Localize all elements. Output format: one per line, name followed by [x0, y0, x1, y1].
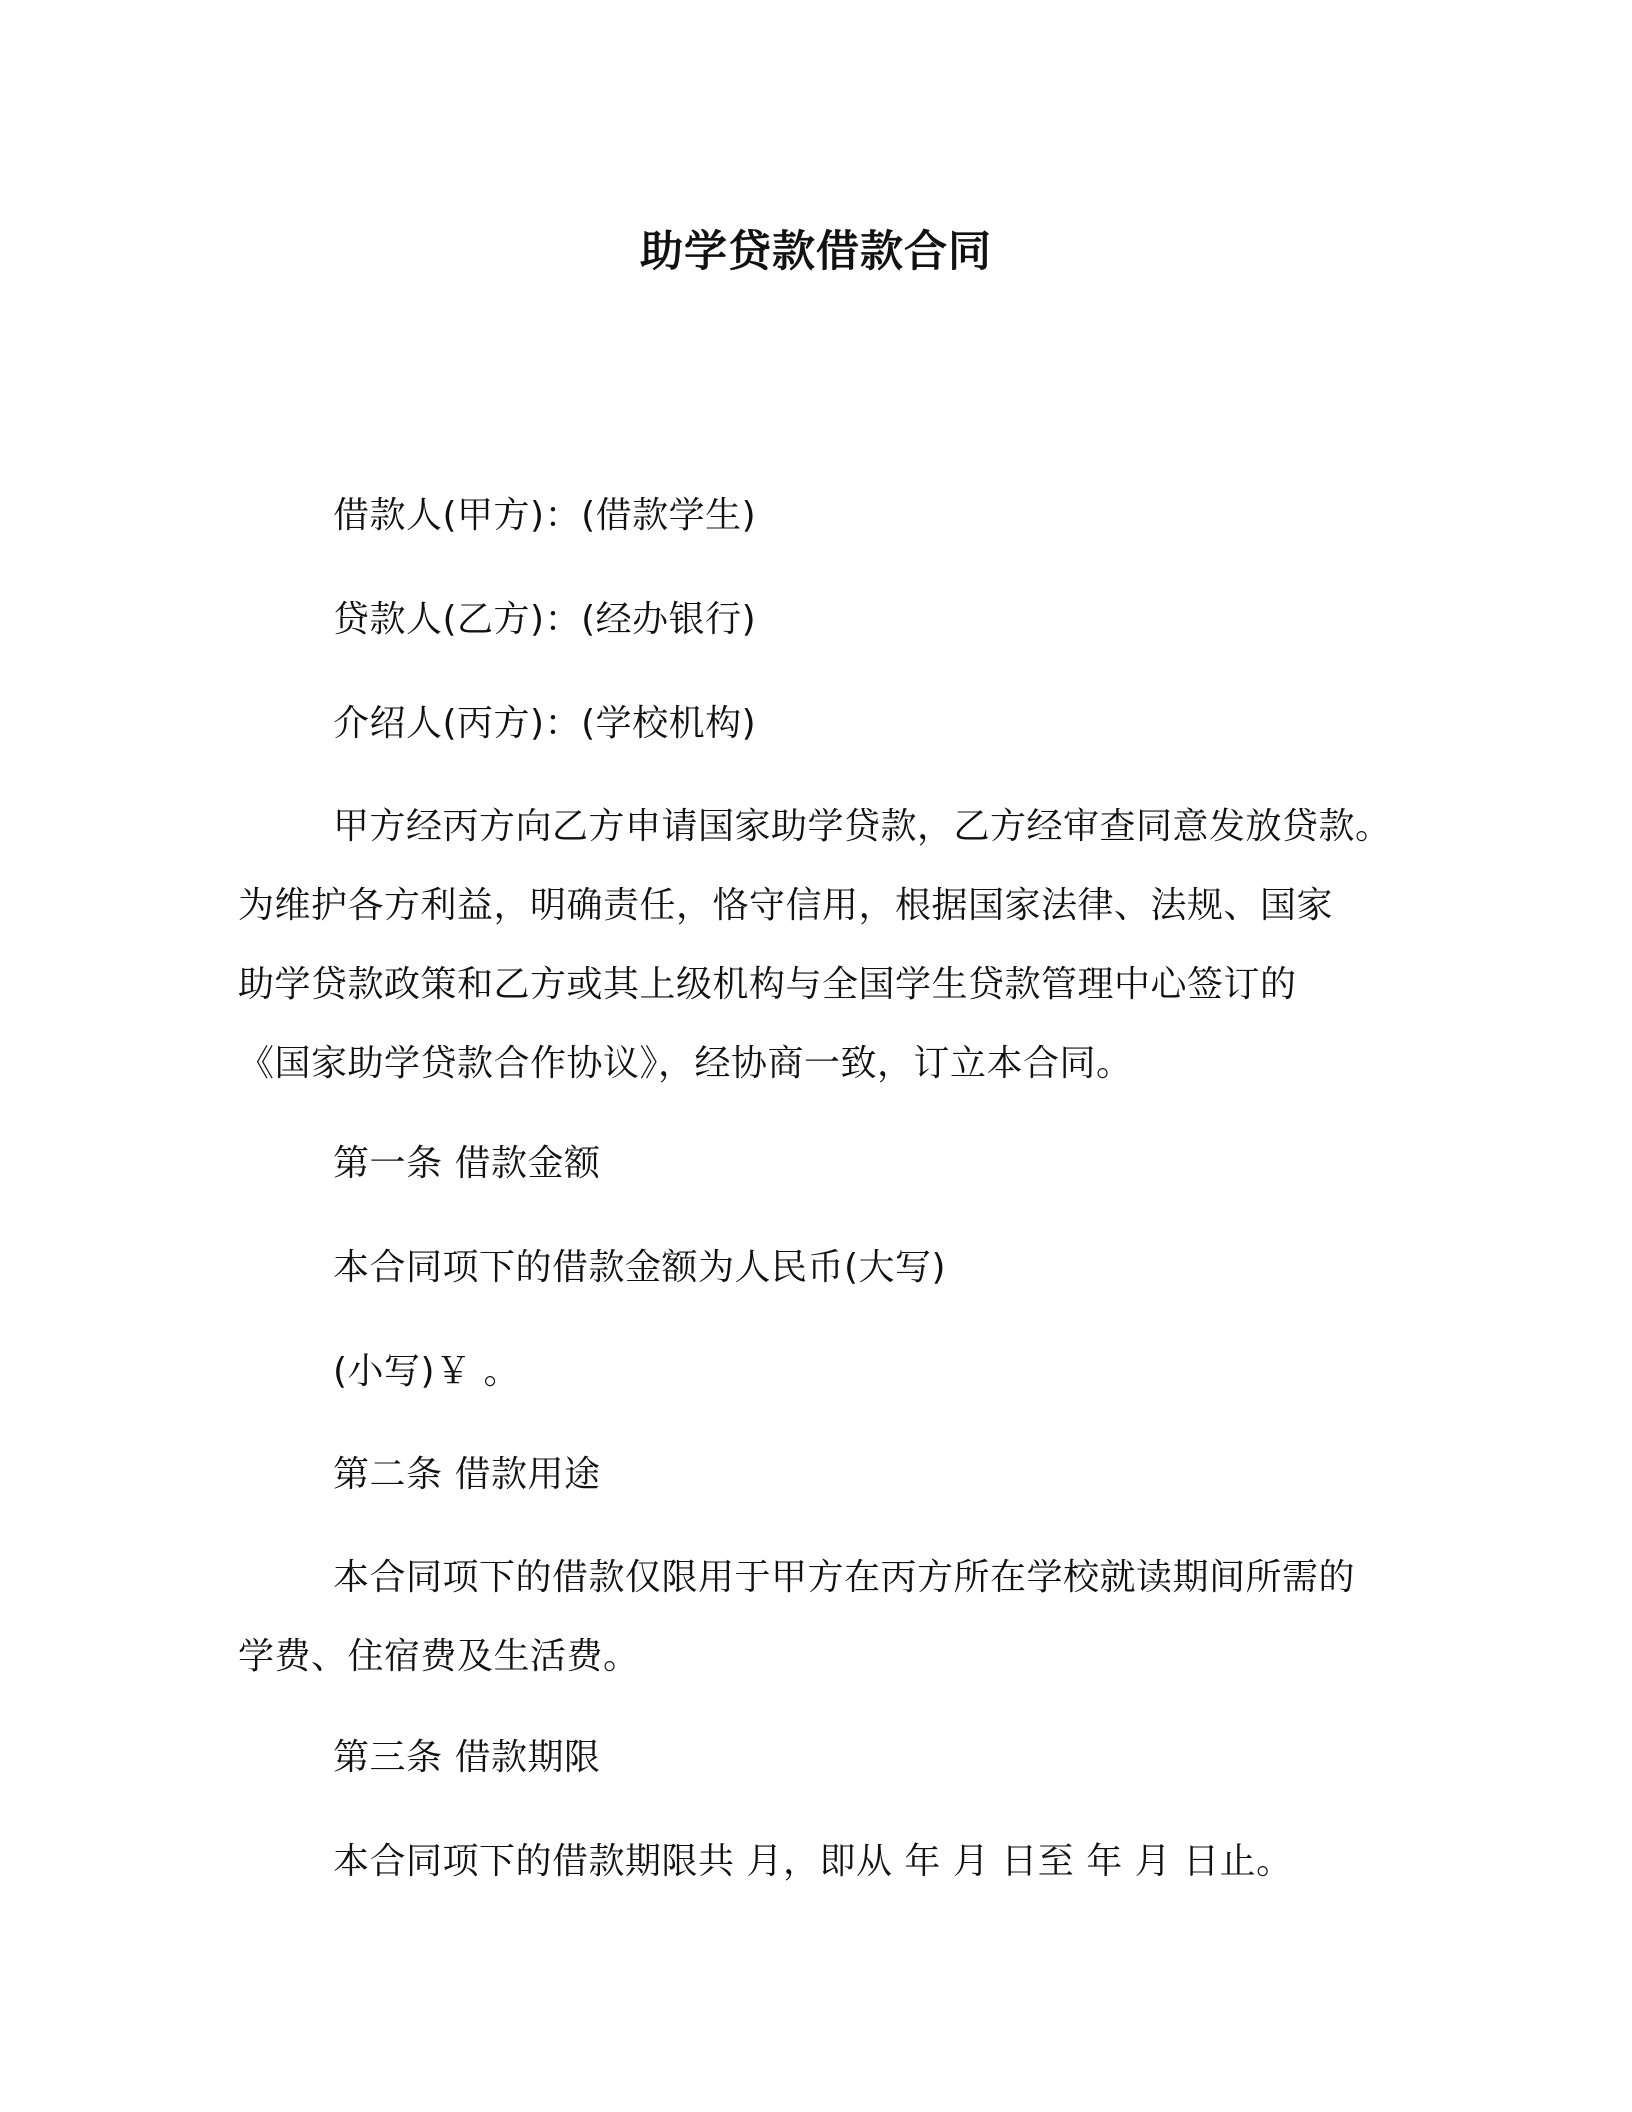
article2-line-1: 本合同项下的借款仅限用于甲方在丙方所在学校就读期间所需的 [333, 1557, 1356, 1598]
introducer-party: 介绍人(丙方)：(学校机构) [333, 703, 757, 744]
preamble-line-3: 助学贷款政策和乙方或其上级机构与全国学生贷款管理中心签订的 [238, 964, 1297, 1005]
article1-heading: 第一条 借款金额 [333, 1143, 601, 1184]
borrower-party: 借款人(甲方)：(借款学生) [333, 495, 757, 536]
article1-amount-line: 本合同项下的借款金额为人民币(大写) [333, 1247, 947, 1288]
lender-party: 贷款人(乙方)：(经办银行) [333, 599, 757, 640]
document-title: 助学贷款借款合同 [640, 227, 992, 277]
article2-line-2: 学费、住宿费及生活费。 [238, 1636, 640, 1677]
article3-heading: 第三条 借款期限 [333, 1737, 601, 1778]
preamble-line-4: 《国家助学贷款合作协议》，经协商一致，订立本合同。 [238, 1043, 1133, 1084]
article3-line-1: 本合同项下的借款期限共 月，即从 年 月 日至 年 月 日止。 [333, 1841, 1293, 1882]
preamble-line-1: 甲方经丙方向乙方申请国家助学贷款，乙方经审查同意发放贷款。 [333, 806, 1392, 847]
article1-amount-small: (小写)￥ 。 [333, 1351, 521, 1392]
preamble-line-2: 为维护各方利益，明确责任，恪守信用，根据国家法律、法规、国家 [238, 885, 1334, 926]
article2-heading: 第二条 借款用途 [333, 1454, 601, 1495]
